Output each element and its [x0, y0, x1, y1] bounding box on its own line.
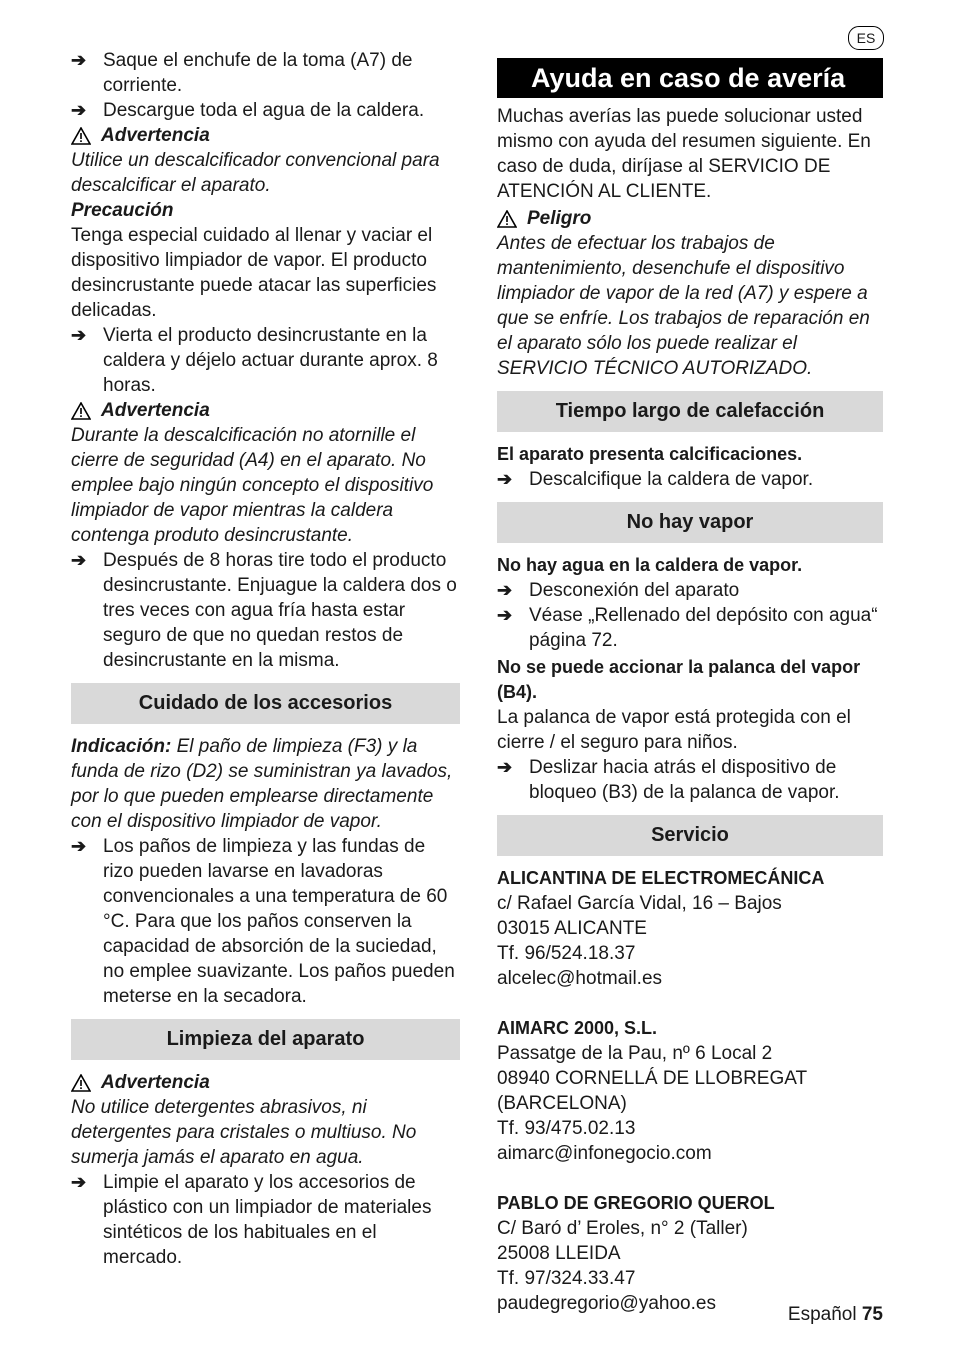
service-name: AIMARC 2000, S.L. [497, 1018, 658, 1038]
service-line: Tf. 96/524.18.37 [497, 943, 636, 964]
warning-heading: Advertencia [71, 398, 460, 423]
left-column [71, 48, 460, 1270]
service-email: alcelec@hotmail.es [497, 968, 663, 989]
service-line: 25008 LLEIDA [497, 1243, 621, 1264]
service-line: Tf. 97/324.33.47 [497, 1268, 636, 1289]
problem-heading: No se puede accionar la palanca del vapor (B4). [497, 657, 861, 702]
service-line: 03015 ALICANTE [497, 918, 647, 939]
page-title: Ayuda en caso de avería [497, 58, 883, 98]
service-entry [497, 866, 883, 991]
arrow-icon: ➔ [71, 325, 87, 345]
warning-icon [71, 1074, 91, 1092]
list-item: ➔ Véase „Rellenado del depósito con agua“ página 72. [497, 605, 878, 651]
service-email: paudegregorio@yahoo.es [497, 1293, 716, 1314]
service-line: Passatge de la Pau, nº 6 Local 2 [497, 1043, 773, 1064]
service-email: aimarc@infonegocio.com [497, 1143, 712, 1164]
list-item: ➔ Deslizar hacia atrás el dispositivo de bloqueo (B3) de la palanca de vapor. [497, 757, 840, 803]
problem-heading: No hay agua en la caldera de vapor. [497, 555, 803, 575]
intro-text: Muchas averías las puede solucionar usted mismo con ayuda del resumen siguiente. En caso de duda, diríjase al SERVICIO DE ATENCIÓN AL CLIENTE. [497, 106, 871, 202]
arrow-icon: ➔ [497, 605, 513, 625]
list-item: ➔ Descalcifique la caldera de vapor. [497, 469, 814, 490]
arrow-icon: ➔ [71, 1172, 87, 1192]
right-column [497, 58, 883, 1316]
warning-icon [71, 402, 91, 420]
service-line: Tf. 93/475.02.13 [497, 1118, 636, 1139]
list-item: ➔ Saque el enchufe de la toma (A7) de corriente. [71, 50, 413, 96]
section-heading-servicio: Servicio [497, 815, 883, 856]
warning-heading: Advertencia [71, 1070, 460, 1095]
arrow-icon: ➔ [71, 50, 87, 70]
arrow-icon: ➔ [71, 836, 87, 856]
section-heading-calefaccion: Tiempo largo de calefacción [497, 391, 883, 432]
page-footer [788, 1304, 883, 1326]
service-entry [497, 1191, 883, 1316]
section-heading-vapor: No hay vapor [497, 502, 883, 543]
danger-heading: Peligro [497, 206, 883, 231]
caution-heading: Precaución [71, 200, 174, 221]
arrow-icon: ➔ [497, 580, 513, 600]
list-item: ➔ Vierta el producto desincrustante en la caldera y déjelo actuar durante aprox. 8 horas. [71, 325, 438, 396]
service-line: 08940 CORNELLÁ DE LLOBREGAT [497, 1068, 808, 1089]
warning-text: Utilice un descalcificador convencional para descalcificar el aparato. [71, 150, 440, 196]
page-number: 75 [861, 1304, 883, 1325]
service-name: ALICANTINA DE ELECTROMECÁNICA [497, 868, 825, 888]
caution-text: Tenga especial cuidado al llenar y vaciar el dispositivo limpiador de vapor. El producto desincrustante puede atacar las superficies delicadas. [71, 225, 437, 321]
list-item: ➔ Los paños de limpieza y las fundas de rizo pueden lavarse en lavadoras convencionales a una temperatura de 60 °C. Para que los paños conserven la capacidad de absorción de la suciedad, no emplee suavizante. Los paños pueden meterse en la secadora. [71, 836, 455, 1007]
section-heading-accesorios: Cuidado de los accesorios [71, 683, 460, 724]
section-heading-limpieza: Limpieza del aparato [71, 1019, 460, 1060]
service-line: C/ Baró d’ Eroles, n° 2 (Taller) [497, 1218, 748, 1239]
list-item: ➔ Después de 8 horas tire todo el producto desincrustante. Enjuague la caldera dos o tres veces con agua fría hasta estar seguro de que no quedan restos de desincrustante en la misma. [71, 550, 457, 671]
footer-language: Español [787, 1304, 857, 1325]
service-line: c/ Rafael García Vidal, 16 – Bajos [497, 893, 782, 914]
problem-text: La palanca de vapor está protegida con el cierre / el seguro para niños. [497, 707, 851, 753]
language-badge: ES [848, 26, 884, 50]
arrow-icon: ➔ [71, 100, 87, 120]
service-name: PABLO DE GREGORIO QUEROL [497, 1193, 775, 1213]
list-item: ➔ Desconexión del aparato [497, 580, 740, 601]
service-line: (BARCELONA) [497, 1093, 627, 1114]
danger-text: Antes de efectuar los trabajos de mantenimiento, desenchufe el dispositivo limpiador de vapor de la red (A7) y espere a que se enfríe. Los trabajos de reparación en el aparato sólo los puede realizar el SERVICIO TÉCNICO AUTORIZADO. [497, 233, 870, 379]
note-text: Indicación: El paño de limpieza (F3) y la funda de rizo (D2) se suministran ya lavados, por lo que pueden emplearse directamente con el dispositivo limpiador de vapor. [71, 736, 453, 832]
arrow-icon: ➔ [71, 550, 87, 570]
warning-icon [71, 127, 91, 145]
warning-icon [497, 210, 517, 228]
warning-text: No utilice detergentes abrasivos, ni detergentes para cristales o multiuso. No sumerja jamás el aparato en agua. [71, 1097, 417, 1168]
list-item: ➔ Limpie el aparato y los accesorios de plástico con un limpiador de materiales sintéticos de los habituales en el mercado. [71, 1172, 432, 1268]
list-item: ➔ Descargue toda el agua de la caldera. [71, 100, 425, 121]
service-entry [497, 1016, 883, 1166]
warning-text: Durante la descalcificación no atornille el cierre de seguridad (A4) en el aparato. No emplee bajo ningún concepto el dispositivo limpiador de vapor mientras la caldera contenga produto desincrustante. [71, 425, 434, 546]
problem-heading: El aparato presenta calcificaciones. [497, 444, 803, 464]
warning-heading: Advertencia [71, 123, 460, 148]
arrow-icon: ➔ [497, 469, 513, 489]
arrow-icon: ➔ [497, 757, 513, 777]
